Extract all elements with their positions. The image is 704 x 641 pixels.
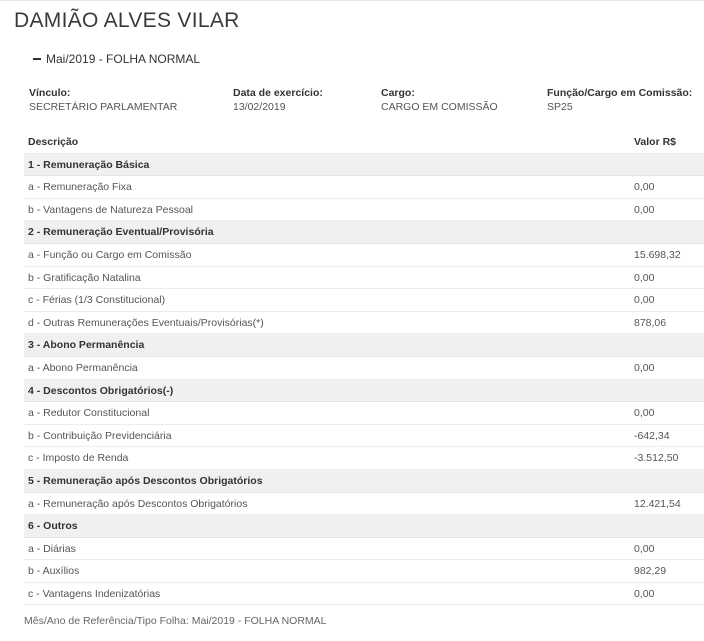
row-value: 878,06 <box>634 316 667 329</box>
table-row <box>24 244 704 267</box>
table-row <box>24 267 704 290</box>
info-data-exercicio <box>233 87 323 113</box>
header-valor: Valor R$ <box>634 136 677 148</box>
info-vinculo <box>29 87 177 113</box>
row-description: a - Redutor Constitucional <box>28 407 150 420</box>
row-value: 0,00 <box>634 294 655 307</box>
person-name: DAMIÃO ALVES VILAR <box>14 9 240 32</box>
remuneration-table <box>24 131 704 605</box>
row-description: a - Abono Permanência <box>28 361 138 374</box>
table-row <box>24 560 704 583</box>
section-title: 4 - Descontos Obrigatórios(-) <box>28 384 174 397</box>
row-description: c - Vantagens Indenizatórias <box>28 587 161 600</box>
row-description: c - Férias (1/3 Constitucional) <box>28 294 166 307</box>
reference-footer: Mês/Ano de Referência/Tipo Folha: Mai/2019 - FOLHA NORMAL <box>24 615 327 627</box>
row-value: 12.421,54 <box>634 497 681 510</box>
row-value: 0,00 <box>634 181 655 194</box>
row-value: 0,00 <box>634 542 655 555</box>
table-header-row <box>24 131 704 154</box>
table-row <box>24 493 704 516</box>
funcao-value: SP25 <box>547 101 573 113</box>
table-row <box>24 357 704 380</box>
period-toggle[interactable] <box>33 52 200 66</box>
row-description: a - Função ou Cargo em Comissão <box>28 248 192 261</box>
funcao-label: Função/Cargo em Comissão: <box>547 87 693 99</box>
header-descricao: Descrição <box>28 136 79 148</box>
table-row <box>24 538 704 561</box>
top-divider <box>0 0 704 1</box>
row-value: -642,34 <box>634 429 670 442</box>
section-title: 5 - Remuneração após Descontos Obrigatórios <box>28 474 263 487</box>
info-cargo <box>381 87 498 113</box>
table-row <box>24 447 704 470</box>
table-row <box>24 402 704 425</box>
row-description: b - Contribuição Previdenciária <box>28 429 172 442</box>
section-title: 3 - Abono Permanência <box>28 339 145 352</box>
section-row <box>24 380 704 403</box>
section-row <box>24 515 704 538</box>
period-label: Mai/2019 - FOLHA NORMAL <box>46 52 201 66</box>
table-row <box>24 176 704 199</box>
table-row <box>24 289 704 312</box>
section-title: 6 - Outros <box>28 520 78 533</box>
vinculo-value: SECRETÁRIO PARLAMENTAR <box>29 101 178 113</box>
row-description: d - Outras Remunerações Eventuais/Provisórias(*) <box>28 316 264 329</box>
data-exercicio-value: 13/02/2019 <box>233 101 286 113</box>
row-value: 15.698,32 <box>634 248 681 261</box>
row-description: a - Remuneração Fixa <box>28 181 132 194</box>
row-description: a - Diárias <box>28 542 76 555</box>
row-description: b - Gratificação Natalina <box>28 271 141 284</box>
info-funcao <box>547 87 692 113</box>
section-row <box>24 221 704 244</box>
cargo-value: CARGO EM COMISSÃO <box>381 101 498 113</box>
section-row <box>24 470 704 493</box>
row-value: -3.512,50 <box>634 452 679 465</box>
section-row <box>24 154 704 177</box>
table-row <box>24 312 704 335</box>
table-row <box>24 583 704 606</box>
row-value: 0,00 <box>634 587 655 600</box>
collapse-minus-icon[interactable] <box>33 58 41 60</box>
row-description: b - Vantagens de Natureza Pessoal <box>28 203 193 216</box>
table-row <box>24 425 704 448</box>
section-title: 1 - Remuneração Básica <box>28 158 150 171</box>
section-title: 2 - Remuneração Eventual/Provisória <box>28 226 214 239</box>
row-description: c - Imposto de Renda <box>28 452 129 465</box>
row-description: a - Remuneração após Descontos Obrigatórios <box>28 497 248 510</box>
row-value: 0,00 <box>634 407 655 420</box>
row-description: b - Auxílios <box>28 565 80 578</box>
row-value: 0,00 <box>634 361 655 374</box>
row-value: 0,00 <box>634 271 655 284</box>
section-row <box>24 334 704 357</box>
data-exercicio-label: Data de exercício: <box>233 87 323 99</box>
table-row <box>24 199 704 222</box>
row-value: 0,00 <box>634 203 655 216</box>
row-value: 982,29 <box>634 565 667 578</box>
cargo-label: Cargo: <box>381 87 415 99</box>
vinculo-label: Vínculo: <box>29 87 71 99</box>
